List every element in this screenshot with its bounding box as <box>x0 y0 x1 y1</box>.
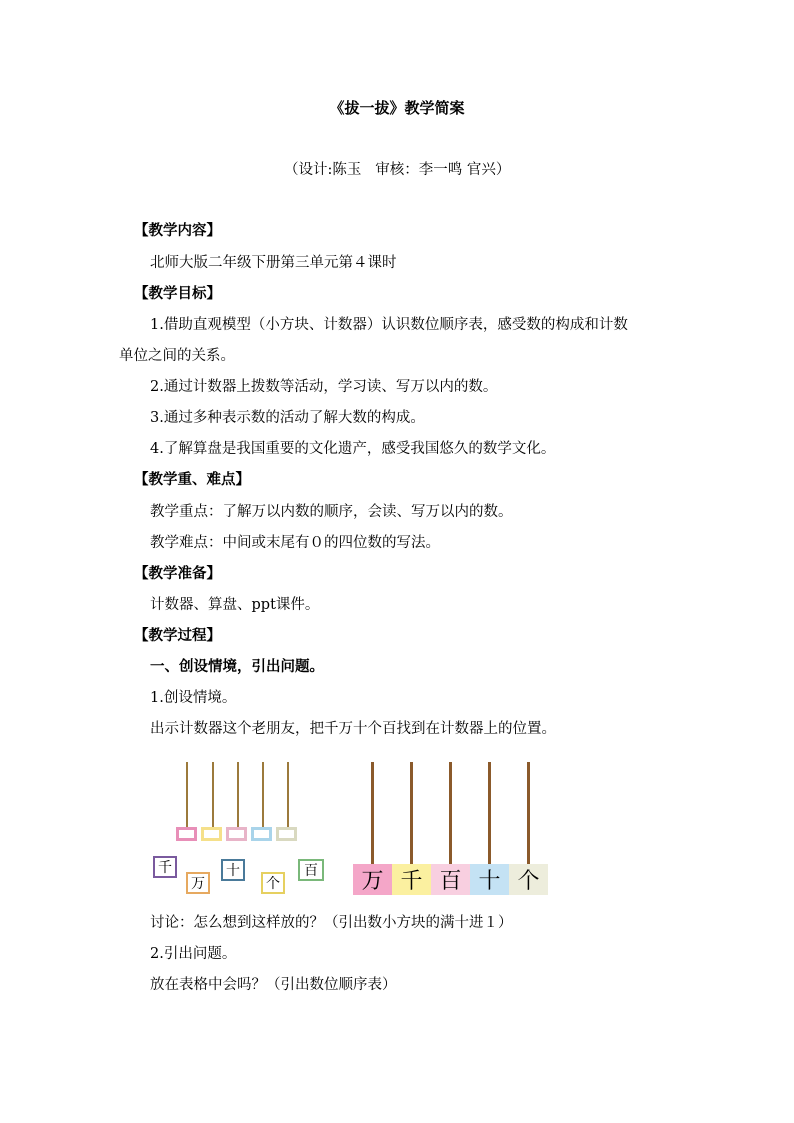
heading-goals: 【教学目标】 <box>134 285 221 302</box>
credits-line: （设计:陈玉 审核：李一鸣 官兴） <box>284 162 511 178</box>
key-point: 教学重点：了解万以内数的顺序，会读、写万以内的数。 <box>150 504 513 520</box>
prep-text: 计数器、算盘、ppt课件。 <box>150 597 320 613</box>
loose-place-card: 万 <box>186 872 210 894</box>
place-value-cell-bai: 百 <box>431 864 470 895</box>
large-counter-rod <box>410 762 413 865</box>
place-value-cell-ge: 个 <box>509 864 548 895</box>
large-counter-rod <box>449 762 452 865</box>
step-1: 1.创设情境。 <box>150 690 237 706</box>
small-counter-tag <box>176 827 197 841</box>
loose-place-card: 千 <box>153 856 177 878</box>
heading-process: 【教学过程】 <box>134 627 221 644</box>
small-counter-rod <box>186 762 188 828</box>
small-counter-rod <box>237 762 239 828</box>
small-counter-rod <box>287 762 289 828</box>
discussion-text: 讨论：怎么想到这样放的？（引出数小方块的满十进１） <box>150 915 513 931</box>
loose-place-card: 个 <box>261 872 285 894</box>
large-counter-rod <box>527 762 530 865</box>
step-1-text: 出示计数器这个老朋友，把千万十个百找到在计数器上的位置。 <box>150 721 556 737</box>
step-2-text: 放在表格中会吗？（引出数位顺序表） <box>150 977 397 993</box>
loose-place-card: 十 <box>221 859 245 881</box>
document-title: 《拔一拔》教学简案 <box>329 99 465 117</box>
heading-content: 【教学内容】 <box>134 222 221 239</box>
goal-3: 3.通过多种表示数的活动了解大数的构成。 <box>150 410 425 426</box>
goal-2: 2.通过计数器上拨数等活动，学习读、写万以内的数。 <box>150 379 498 395</box>
heading-prep: 【教学准备】 <box>134 565 221 582</box>
large-counter-rod <box>371 762 374 865</box>
small-counter-tag <box>201 827 222 841</box>
goal-4: 4.了解算盘是我国重要的文化遗产，感受我国悠久的数学文化。 <box>150 441 556 457</box>
goal-1-line-1: 1.借助直观模型（小方块、计数器）认识数位顺序表，感受数的构成和计数 <box>150 317 628 333</box>
place-value-cell-shi: 十 <box>470 864 509 895</box>
difficulty: 教学难点：中间或末尾有０的四位数的写法。 <box>150 535 440 551</box>
content-text: 北师大版二年级下册第三单元第４课时 <box>150 255 397 271</box>
loose-place-card: 百 <box>298 859 324 881</box>
step-2: 2.引出问题。 <box>150 946 237 962</box>
small-counter-rod <box>212 762 214 828</box>
small-counter-tag <box>251 827 272 841</box>
large-counter-rod <box>488 762 491 865</box>
small-counter-tag <box>226 827 247 841</box>
heading-key-points: 【教学重、难点】 <box>134 471 250 488</box>
place-value-cell-qian: 千 <box>392 864 431 895</box>
place-value-cell-wan: 万 <box>353 864 392 895</box>
small-counter-rod <box>262 762 264 828</box>
goal-1-line-2: 单位之间的关系。 <box>119 348 235 364</box>
part-1-heading: 一、创设情境，引出问题。 <box>150 658 324 675</box>
small-counter-tag <box>276 827 297 841</box>
